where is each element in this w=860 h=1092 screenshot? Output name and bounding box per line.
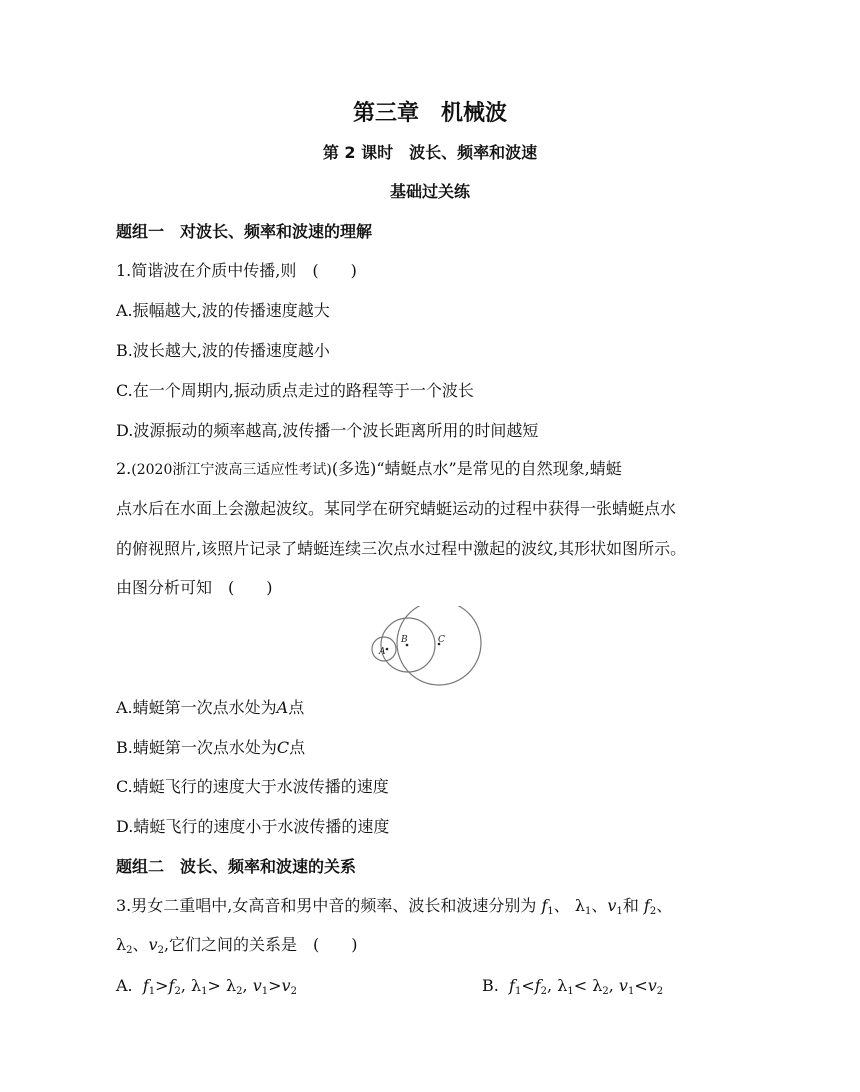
q1-option-c: C.在一个周期内,振动质点走过的路程等于一个波长 bbox=[116, 381, 474, 400]
q2-line1 bbox=[116, 459, 622, 480]
q1-option-a: A.振幅越大,波的传播速度越大 bbox=[116, 301, 330, 320]
q3-line2: $\lambda_2$、$v_2$,它们之间的关系是 ( ) bbox=[116, 935, 358, 956]
q2-line1-rest: (多选)“蜻蜓点水”是常见的自然现象,蜻蜓 bbox=[331, 459, 622, 478]
ripple-figure bbox=[370, 606, 490, 690]
q2-option-c: C.蜻蜓飞行的速度大于水波传播的速度 bbox=[116, 777, 389, 796]
group1-title: 题组一 对波长、频率和波速的理解 bbox=[116, 222, 373, 241]
section-title: 基础过关练 bbox=[389, 182, 470, 201]
q1-option-b: B.波长越大,波的传播速度越小 bbox=[116, 341, 330, 360]
q2-line4: 由图分析可知 ( ) bbox=[116, 578, 273, 597]
q3-option-b: B. $f_1<f_2$, $\lambda_1< \lambda_2$, $v_1<v_2$ bbox=[482, 976, 664, 997]
q3-option-a: A. $f_1>f_2$, $\lambda_1> \lambda_2$, $v_1>v_2$ bbox=[116, 976, 297, 997]
q2-line2: 点水后在水面上会激起波纹。某同学在研究蜻蜓运动的过程中获得一张蜻蜓点水 bbox=[116, 499, 677, 518]
label-c: C bbox=[438, 635, 445, 645]
q2-number: 2. bbox=[116, 459, 132, 478]
q2-line3: 的俯视照片,该照片记录了蜻蜓连续三次点水过程中激起的波纹,其形状如图所示。 bbox=[116, 539, 687, 558]
lesson-title: 第 2 课时 波长、频率和波速 bbox=[322, 143, 538, 162]
q3-line1: 3.男女二重唱中,女高音和男中音的频率、波长和波速分别为 $f_1$、 $\lambda_1$、$v_1$和 $f_2$、 bbox=[116, 896, 673, 917]
q1-option-d: D.波源振动的频率越高,波传播一个波长距离所用的时间越短 bbox=[116, 421, 539, 440]
q2-option-a: A.蜻蜓第一次点水处为A点 bbox=[116, 698, 305, 717]
q1-stem: 1.简谐波在介质中传播,则 ( ) bbox=[116, 261, 357, 280]
group2-title: 题组二 波长、频率和波速的关系 bbox=[116, 857, 357, 876]
label-a: A bbox=[379, 647, 386, 657]
q2-option-b: B.蜻蜓第一次点水处为C点 bbox=[116, 738, 306, 757]
q2-option-d: D.蜻蜓飞行的速度小于水波传播的速度 bbox=[116, 817, 390, 836]
q2-source: (2020浙江宁波高三适应性考试) bbox=[131, 462, 332, 478]
point-a-dot bbox=[386, 648, 389, 651]
chapter-title: 第三章 机械波 bbox=[352, 101, 507, 126]
label-b: B bbox=[401, 635, 408, 645]
